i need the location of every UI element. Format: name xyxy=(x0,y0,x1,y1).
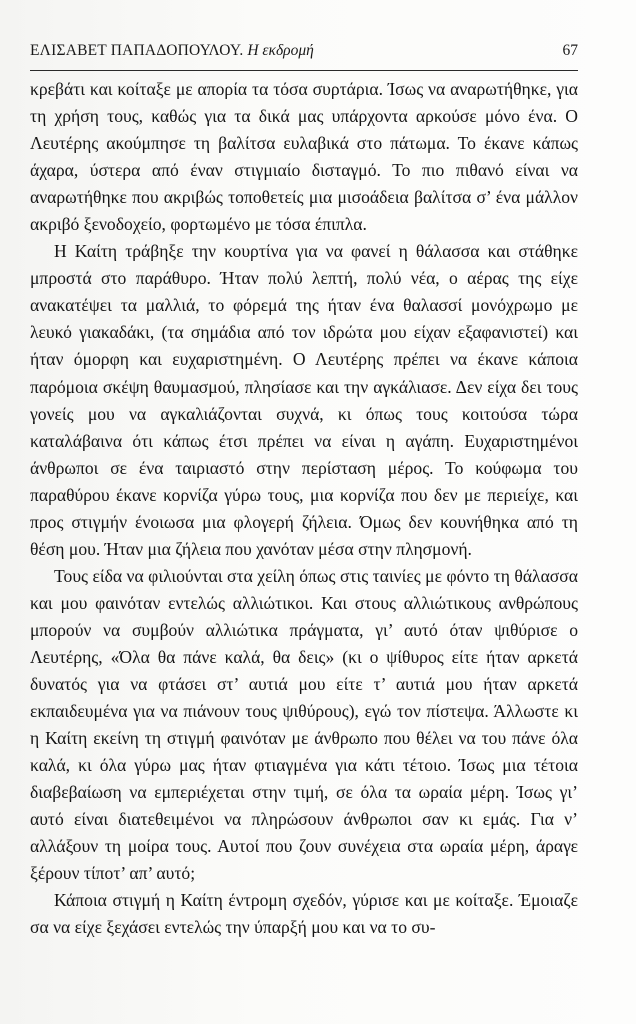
paragraph-1: κρεβάτι και κοίταξε με απορία τα τόσα συρτάρια. Ίσως να αναρωτήθηκε, για τη χρήση τους, καθώς για τα δικά μας υπάρχοντα αρκούσε μόνο ένα. Ο Λευτέρης ακούμπησε τη βαλίτσα ευλαβικά στο πάτωμα. Το έκανε κάπως άχαρα, ύστερα από έναν στιγμιαίο δισταγμό. Το πιο πιθανό είναι να αναρωτήθηκε που ακριβώς τοποθετείς μια μισοάδεια βαλίτσα σ’ ένα μάλλον ακριβό ξενοδοχείο, φορτωμένο με τόσα έπιπλα. xyxy=(30,79,578,235)
paragraph-2: Η Καίτη τράβηξε την κουρτίνα για να φανεί η θάλασσα και στάθηκε μπροστά στο παράθυρο. Ήταν πολύ λεπτή, πολύ νέα, ο αέρας της είχε ανακατέψει τα μαλλιά, το φόρεμά της ήταν ένα θαλασσί μονόχρωμο με λευκό γιακαδάκι, (τα σημάδια από τον ιδρώτα μου είχαν εξαφανιστεί) και ήταν όμορφη και ευχαριστημένη. Ο Λευτέρης πρέπει να έκανε κάποια παρόμοια σκέψη θαυμασμού, πλησίασε και την αγκάλιασε. Δεν είχα δει τους γονείς μου να αγκαλιάζονται συχνά, κι όπως τους κοιτούσα τώρα καταλάβαινα ότι κάπως έτσι πρέπει να είναι η αγάπη. Ευχαριστημένοι άνθρωποι σε ένα ταιριαστό στην περίσταση μέρος. Το κούφωμα του παραθύρου έκανε κορνίζα γύρω τους, μια κορνίζα που δεν με περιείχε, και προς στιγμήν ένοιωσα μια φλογερή ζήλεια. Όμως δεν κουνήθηκα από τη θέση μου. Ήταν μια ζήλεια που χανόταν μέσα στην πλησμονή. xyxy=(30,241,578,559)
header-title: Η εκδρομή xyxy=(247,42,314,59)
body-text xyxy=(30,76,578,942)
header-author: ΕΛΙΣΑΒΕΤ ΠΑΠΑΔΟΠΟΥΛΟΥ. xyxy=(30,42,244,59)
running-header xyxy=(30,42,578,68)
page-number: 67 xyxy=(562,42,578,59)
paragraph-4: Κάποια στιγμή η Καίτη έντρομη σχεδόν, γύρισε και με κοίταξε. Έμοιαζε σα να είχε ξεχάσει εντελώς την ύπαρξή μου και να το συ- xyxy=(30,890,578,938)
paragraph-3: Τους είδα να φιλιούνται στα χείλη όπως στις ταινίες με φόντο τη θάλασσα και μου φαινόταν εντελώς αλλιώτικοι. Και στους αλλιώτικους ανθρώπους μπορούν να συμβούν αλλιώτικα πράγματα, γι’ αυτό όταν ψιθύρισε ο Λευτέρης, «Όλα θα πάνε καλά, θα δεις» (κι ο ψίθυρος είτε ήταν αρκετά δυνατός για να φτάσει στ’ αυτιά μου είτε τ’ αυτιά μου ήταν αρκετά εκπαιδευμένα για να πιάνουν τους ψιθύρους), εγώ τον πίστεψα. Άλλωστε κι η Καίτη εκείνη τη στιγμή φαινόταν με άνθρωπο που θέλει να του πάνε όλα καλά, κι όλα γύρω μας ήταν φτιαγμένα για κάτι τέτοιο. Ίσως μια τέτοια διαβεβαίωση να εμπεριέχεται στην τιμή, σε όλα τα ωραία μέρη. Ίσως γι’ αυτό είναι διατεθειμένοι να πληρώσουν άνθρωποι σαν κι εμάς. Για ν’ αλλάξουν τη μοίρα τους. Αυτοί που ζουν συνέχεια στα ωραία μέρη, άραγε ξέρουν τίποτ’ απ’ αυτό; xyxy=(30,565,578,884)
header-rule xyxy=(30,70,578,71)
